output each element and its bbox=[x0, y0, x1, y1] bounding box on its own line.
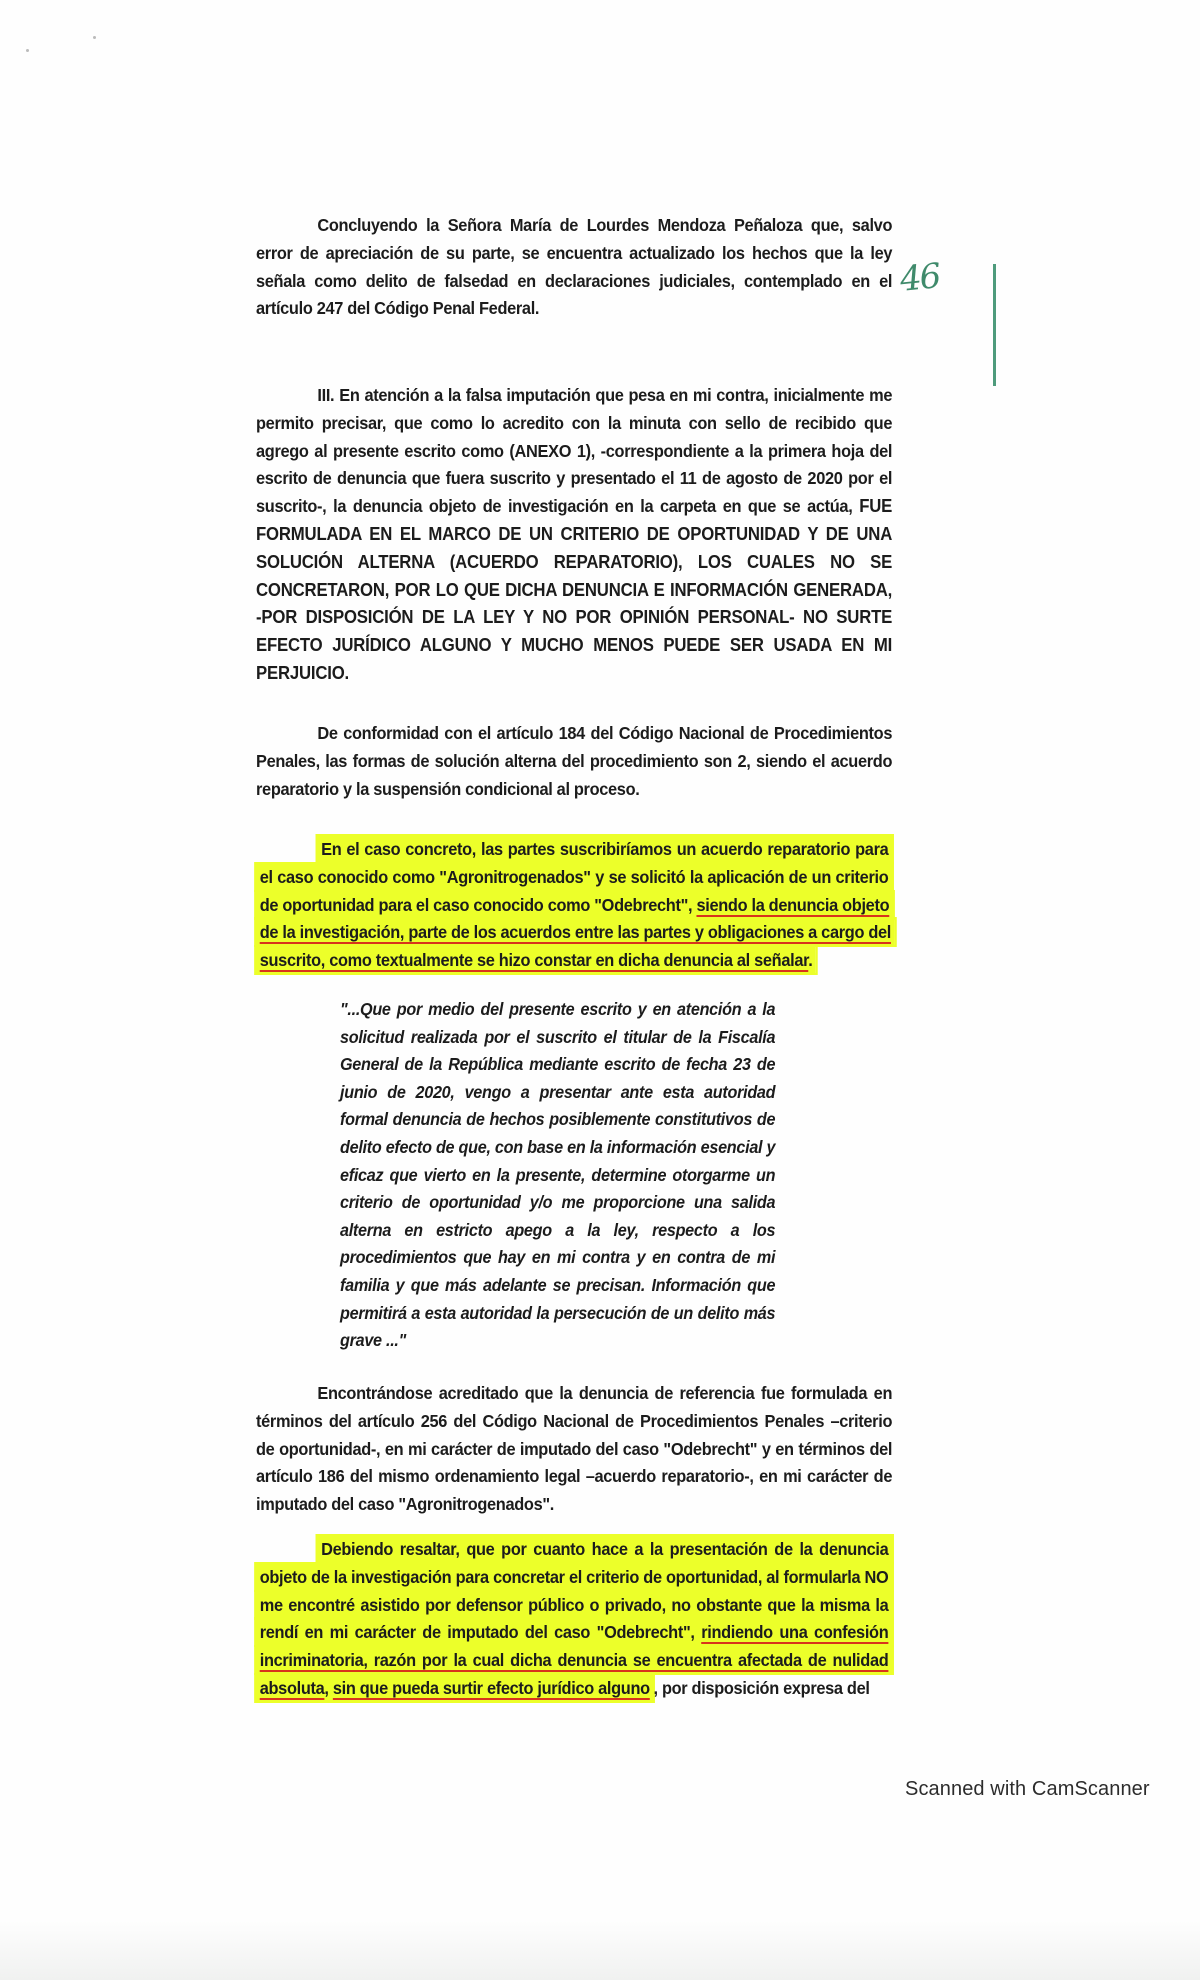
scan-speck bbox=[26, 49, 29, 52]
paragraph-text: Encontrándose acreditado que la denuncia de referencia fue formulada en términos del artículo 256 del Código Nacional de Procedimientos Penales –criterio de oportunidad-, en mi carácter de imputado del caso "Odebrecht" y en términos del artículo 186 del mismo ordenamiento legal –acuerdo reparatorio-, en mi carácter de imputado del caso "Agronitrogenados". bbox=[256, 1383, 893, 1515]
margin-mark-line bbox=[993, 264, 996, 386]
paragraph-text: III. En atención a la falsa imputación que pesa en mi contra, inicialmente me permito precisar, que como lo acredito con la minuta con sello de recibido que agrego al presente escrito como (ANEXO 1), -correspondiente a la primera hoja del escrito de denuncia que fuera suscrito y presentado el 11 de agosto de 2020 por el suscrito-, la denuncia objeto de investigación en la carpeta en que se actúa, bbox=[256, 385, 893, 517]
paragraph-article-256 bbox=[256, 1380, 892, 1519]
scan-speck bbox=[93, 36, 96, 39]
page-bottom-edge bbox=[0, 1920, 1200, 1980]
paragraph-conclusion bbox=[256, 212, 892, 323]
paragraph-highlighted-case bbox=[256, 836, 892, 975]
highlighted-text: Debiendo resaltar, que por cuanto hace a la presentación de la denuncia objeto de la investigación para concretar el criterio de oportunidad, al formularla NO me encontré asistido por defensor público o privado, no obstante que la misma la rendí en mi carácter de imputado del caso "Odebrecht", bbox=[259, 1539, 889, 1643]
highlight-marker bbox=[256, 836, 895, 973]
highlighted-text-end: . bbox=[808, 950, 813, 971]
paragraph-article-184 bbox=[256, 720, 892, 803]
handwritten-page-number: 46 bbox=[898, 256, 942, 300]
underlined-text: rindiendo una confesión incriminatoria, razón por la cual dicha denuncia se encuentra afectada de nulidad absoluta bbox=[259, 1622, 889, 1698]
underlined-text: sin que pueda surtir efecto jurídico alguno bbox=[332, 1677, 650, 1698]
highlight-marker bbox=[256, 1536, 892, 1701]
quoted-block bbox=[340, 996, 775, 1355]
paragraph-caps-text: FUE FORMULADA EN EL MARCO DE UN CRITERIO DE OPORTUNIDAD Y DE UNA SOLUCIÓN ALTERNA (ACUERDO REPARATORIO), LOS CUALES NO SE CONCRETARON, POR LO QUE DICHA DENUNCIA E INFORMACIÓN GENERADA, -POR DISPOSICIÓN DE LA LEY Y NO POR OPINIÓN PERSONAL- NO SURTE EFECTO JURÍDICO ALGUNO Y MUCHO MENOS PUEDE SER USADA EN MI PERJUICIO. bbox=[256, 496, 893, 683]
quote-text: "...Que por medio del presente escrito y en atención a la solicitud realizada por el suscrito el titular de la Fiscalía General de la República mediante escrito de fecha 23 de junio de 2020, vengo a presentar ante esta autoridad formal denuncia de hechos posiblemente constitutivos de delito efecto de que, con base en la información esencial y eficaz que vierto en la presente, determine otorgarme un criterio de oportunidad y/o me proporcione una salida alterna en estricto apego a la ley, respecto a los procedimientos que hay en mi contra y en contra de mi familia y que más adelante se precisan. Información que permitirá a esta autoridad la persecución de un delito más grave ..." bbox=[340, 999, 776, 1351]
paragraph-highlighted-nullity bbox=[256, 1536, 892, 1703]
underlined-text: siendo la denuncia objeto de la investigación, parte de los acuerdos entre las partes y obligaciones a cargo del suscrito, como textualmente se hizo constar en dicha denuncia al señalar bbox=[259, 894, 892, 971]
camscanner-watermark: Scanned with CamScanner bbox=[905, 1778, 1150, 1800]
paragraph-section-iii bbox=[256, 382, 892, 688]
paragraph-text: Concluyendo la Señora María de Lourdes Mendoza Peñaloza que, salvo error de apreciación de su parte, se encuentra actualizado los hechos que la ley señala como delito de falsedad en declaraciones judiciales, contemplado en el artículo 247 del Código Penal Federal. bbox=[256, 215, 893, 319]
highlighted-text: En el caso concreto, las partes suscribiríamos un acuerdo reparatorio para el caso conocido como "Agronitrogenados" y se solicitó la aplicación de un criterio de oportunidad para el caso conocido como "Odebrecht", bbox=[259, 839, 889, 915]
highlighted-text-comma: , bbox=[324, 1677, 329, 1698]
paragraph-text-continued: , por disposición expresa del bbox=[653, 1677, 870, 1698]
paragraph-text: De conformidad con el artículo 184 del Código Nacional de Procedimientos Penales, las formas de solución alterna del procedimiento son 2, siendo el acuerdo reparatorio y la suspensión condicional al proceso. bbox=[256, 723, 893, 799]
